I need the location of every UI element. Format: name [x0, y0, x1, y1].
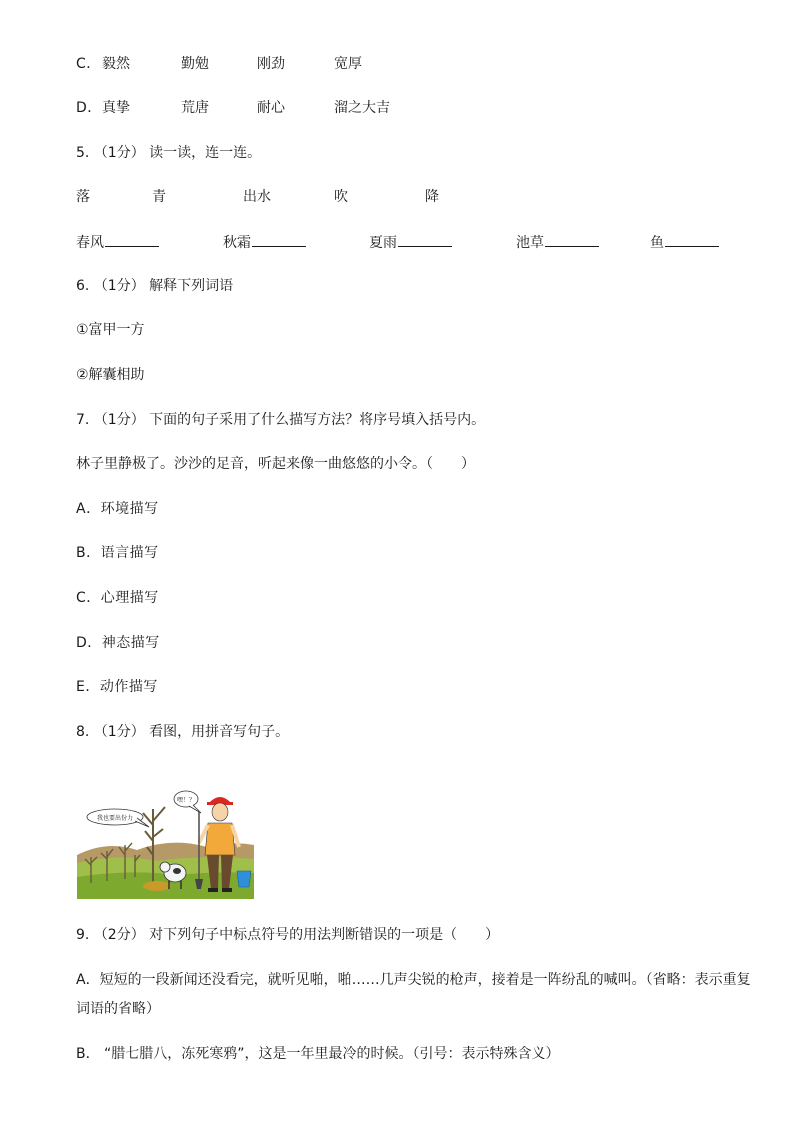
- word-label: 夏雨: [369, 235, 397, 251]
- q4-option-d: [76, 98, 102, 118]
- word-label: 池草: [516, 235, 544, 251]
- q7-stem: 7. （1分） 下面的句子采用了什么描写方法？将序号填入括号内。: [76, 412, 486, 428]
- q9-option-b: B． “腊七腊八，冻死寒鸦”，这是一年里最冷的时候。（引号：表示特殊含义）: [76, 1046, 560, 1062]
- q7-sentence: 林子里静极了。沙沙的足音，听起来像一曲悠悠的小令。（ ）: [76, 456, 475, 472]
- word-label: 鱼: [650, 235, 664, 251]
- q9-option-a: A．短短的一段新闻还没看完，就听见啪，啪……几声尖锐的枪声，接着是一阵纷乱的喊叫。（省略：表示重复词语的省略）: [76, 972, 751, 1017]
- q4-option-c-word-1: 毅然: [102, 56, 130, 72]
- q5-bottom-word-1: [76, 232, 159, 253]
- q7-option-e: E．动作描写: [76, 679, 158, 695]
- q6-item-1: ①富甲一方: [76, 322, 145, 338]
- illustration-svg: [77, 785, 254, 899]
- q8-stem: 8. （1分） 看图，用拼音写句子。: [76, 724, 290, 740]
- answer-blank[interactable]: [105, 232, 159, 247]
- q5-top-word-3: 出水: [243, 189, 271, 205]
- q5-top-word-2: 青: [152, 189, 166, 205]
- answer-blank[interactable]: [398, 232, 452, 247]
- boy-bubble-text: 嘿！？: [176, 797, 196, 804]
- q6-stem: 6. （1分） 解释下列词语: [76, 278, 234, 294]
- q5-bottom-word-2: [223, 232, 306, 253]
- q4-option-c: [76, 54, 101, 74]
- q7-option-a: A．环境描写: [76, 501, 159, 517]
- option-letter: C．: [76, 56, 101, 72]
- tree-planting-illustration: [77, 785, 254, 899]
- q5-top-word-1: 落: [76, 189, 90, 205]
- answer-blank[interactable]: [545, 232, 599, 247]
- q6-item-2: ②解囊相助: [76, 367, 145, 383]
- q4-option-c-word-4: 宽厚: [334, 56, 362, 72]
- q5-bottom-word-4: [516, 232, 599, 253]
- tree-bubble-text: 我也要出份力: [96, 815, 134, 822]
- q4-option-c-word-2: 勤勉: [181, 56, 209, 72]
- q5-top-word-4: 吹: [334, 189, 348, 205]
- q4-option-d-word-1: 真挚: [102, 100, 130, 116]
- q5-bottom-word-5: [650, 232, 719, 253]
- q9-stem: 9. （2分） 对下列句子中标点符号的用法判断错误的一项是（ ）: [76, 927, 500, 943]
- answer-blank[interactable]: [665, 232, 719, 247]
- q4-option-d-word-3: 耐心: [257, 100, 285, 116]
- q4-option-c-word-3: 刚劲: [257, 56, 285, 72]
- option-letter: D．: [76, 100, 102, 116]
- answer-blank[interactable]: [252, 232, 306, 247]
- q5-bottom-word-3: [369, 232, 452, 253]
- q7-option-d: D．神态描写: [76, 635, 160, 651]
- q5-stem: 5. （1分） 读一读，连一连。: [76, 145, 262, 161]
- word-label: 春风: [76, 235, 104, 251]
- q7-option-b: B．语言描写: [76, 545, 159, 561]
- word-label: 秋霜: [223, 235, 251, 251]
- q5-top-word-5: 降: [425, 189, 439, 205]
- q4-option-d-word-4: 溜之大吉: [334, 100, 390, 116]
- q4-option-d-word-2: 荒唐: [181, 100, 209, 116]
- q7-option-c: C．心理描写: [76, 590, 159, 606]
